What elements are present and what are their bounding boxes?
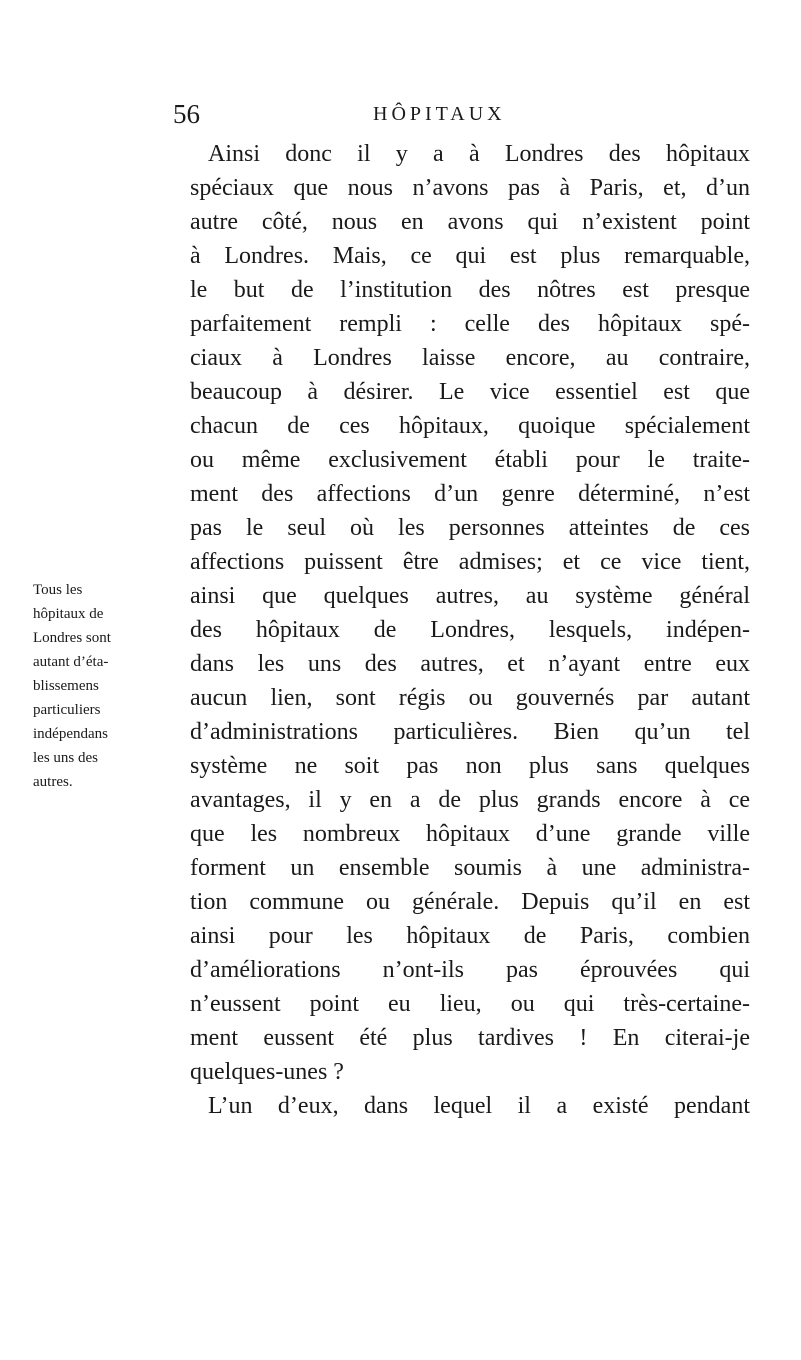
- text-line: tion commune ou générale. Depuis qu’il en est: [190, 889, 750, 915]
- text-line: ainsi pour les hôpitaux de Paris, combien: [190, 923, 750, 949]
- margin-note-line: indépendans: [33, 726, 108, 742]
- text-line: spéciaux que nous n’avons pas à Paris, et, d’un: [190, 175, 750, 201]
- text-line: d’administrations particulières. Bien qu’un tel: [190, 719, 750, 745]
- margin-note-line: blissemens: [33, 678, 99, 694]
- margin-note: [33, 578, 188, 794]
- margin-note-line: Tous les: [33, 582, 83, 598]
- text-line: ment des affections d’un genre déterminé, n’est: [190, 481, 750, 507]
- text-line: avantages, il y en a de plus grands encore à ce: [190, 787, 750, 813]
- text-line: d’améliorations n’ont-ils pas éprouvées qui: [190, 957, 750, 983]
- text-line: aucun lien, sont régis ou gouvernés par autant: [190, 685, 750, 711]
- text-line: autre côté, nous en avons qui n’existent point: [190, 209, 750, 235]
- text-line: système ne soit pas non plus sans quelques: [190, 753, 750, 779]
- text-line: le but de l’institution des nôtres est presque: [190, 277, 750, 303]
- page-number: 56: [173, 99, 200, 129]
- running-title: HÔPITAUX: [373, 103, 506, 125]
- text-line: ciaux à Londres laisse encore, au contraire,: [190, 345, 750, 371]
- text-line: dans les uns des autres, et n’ayant entre eux: [190, 651, 750, 677]
- margin-note-line: autres.: [33, 774, 73, 790]
- text-line: parfaitement rempli : celle des hôpitaux spé-: [190, 311, 750, 337]
- margin-note-line: Londres sont: [33, 630, 111, 646]
- text-line: affections puissent être admises; et ce vice tient,: [190, 549, 750, 575]
- text-line: Ainsi donc il y a à Londres des hôpitaux: [208, 141, 750, 167]
- text-line: forment un ensemble soumis à une administra-: [190, 855, 750, 881]
- text-line: ment eussent été plus tardives ! En citerai-je: [190, 1025, 750, 1051]
- text-line: beaucoup à désirer. Le vice essentiel est que: [190, 379, 750, 405]
- text-line: ainsi que quelques autres, au système général: [190, 583, 750, 609]
- text-line: des hôpitaux de Londres, lesquels, indépen-: [190, 617, 750, 643]
- margin-note-line: les uns des: [33, 750, 98, 766]
- margin-note-line: autant d’éta-: [33, 654, 109, 670]
- text-line: que les nombreux hôpitaux d’une grande ville: [190, 821, 750, 847]
- text-line: ou même exclusivement établi pour le traite-: [190, 447, 750, 473]
- text-line: chacun de ces hôpitaux, quoique spécialement: [190, 413, 750, 439]
- text-line: n’eussent point eu lieu, ou qui très-certaine-: [190, 991, 750, 1017]
- body-text: [190, 137, 750, 1123]
- margin-note-line: particuliers: [33, 702, 101, 718]
- text-line: quelques-unes ?: [190, 1059, 344, 1085]
- text-line: à Londres. Mais, ce qui est plus remarquable,: [190, 243, 750, 269]
- text-line: pas le seul où les personnes atteintes de ces: [190, 515, 750, 541]
- running-head: [173, 94, 593, 134]
- text-line: L’un d’eux, dans lequel il a existé pendant: [208, 1093, 750, 1119]
- margin-note-line: hôpitaux de: [33, 606, 104, 622]
